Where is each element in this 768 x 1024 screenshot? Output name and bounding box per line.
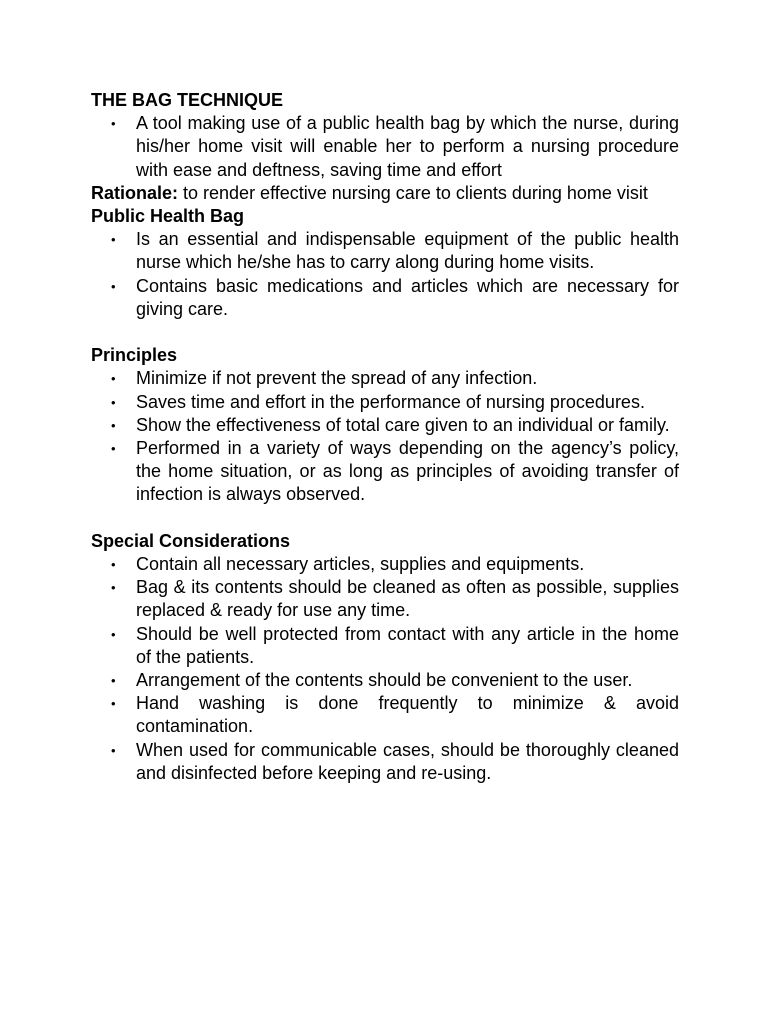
list-item-text: When used for communicable cases, should be thoroughly cleaned and disinfected before keeping and re-using. [136, 739, 679, 783]
list-item [91, 414, 679, 437]
list-item [91, 367, 679, 390]
bag-bullet-list [91, 228, 679, 321]
list-item-text: Hand washing is done frequently to minimize & avoid contamination. [136, 693, 679, 737]
list-item [91, 437, 679, 507]
list-item-text: Saves time and effort in the performance of nursing procedures. [136, 391, 645, 412]
list-item [91, 576, 679, 622]
bullet-icon: • [111, 116, 116, 132]
list-item-text: Minimize if not prevent the spread of any infection. [136, 368, 538, 389]
bullet-icon: • [111, 673, 116, 689]
bullet-icon: • [111, 742, 116, 758]
list-item [91, 228, 679, 274]
bullet-icon: • [111, 626, 116, 642]
list-item-text: A tool making use of a public health bag by which the nurse, during his/her home visit will enable her to perform a nursing procedure with ease and deftness, saving time and effort [136, 113, 679, 180]
bullet-icon: • [111, 580, 116, 596]
document-title: THE BAG TECHNIQUE [91, 90, 284, 110]
bullet-icon: • [111, 232, 116, 248]
list-item-text: Contains basic medications and articles which are necessary for giving care. [136, 275, 679, 319]
list-item-text: Performed in a variety of ways depending on the agency’s policy, the home situation, or as long as principles of avoiding transfer of infection is always observed. [136, 438, 679, 505]
bullet-icon: • [111, 417, 116, 433]
list-item [91, 275, 679, 321]
list-item [91, 112, 679, 182]
bullet-icon: • [111, 371, 116, 387]
list-item-text: Should be well protected from contact with any article in the home of the patients. [136, 623, 679, 667]
principles-bullet-list [91, 367, 679, 506]
bullet-icon: • [111, 696, 116, 712]
list-item [91, 553, 679, 576]
principles-section-heading: Principles [91, 345, 178, 366]
rationale-text: to render effective nursing care to clients during home visit [178, 182, 648, 203]
considerations-bullet-list [91, 553, 679, 785]
section-spacer [91, 507, 679, 530]
rationale-paragraph [91, 182, 679, 205]
considerations-section-heading: Special Considerations [91, 530, 291, 551]
bullet-icon: • [111, 394, 116, 410]
document-page [91, 89, 679, 785]
bullet-icon: • [111, 441, 116, 457]
list-item-text: Contain all necessary articles, supplies and equipments. [136, 554, 585, 575]
list-item-text: Bag & its contents should be cleaned as often as possible, supplies replaced & ready for use any time. [136, 577, 679, 621]
bullet-icon: • [111, 557, 116, 573]
list-item [91, 739, 679, 785]
list-item-text: Arrangement of the contents should be convenient to the user. [136, 670, 633, 691]
intro-bullet-list [91, 112, 679, 182]
list-item [91, 391, 679, 414]
rationale-label: Rationale: [91, 182, 179, 203]
list-item [91, 623, 679, 669]
list-item [91, 669, 679, 692]
list-item [91, 692, 679, 738]
list-item-text: Show the effectiveness of total care given to an individual or family. [136, 414, 670, 435]
section-spacer [91, 321, 679, 344]
bag-section-heading: Public Health Bag [91, 206, 245, 227]
bullet-icon: • [111, 278, 116, 294]
list-item-text: Is an essential and indispensable equipment of the public health nurse which he/she has to carry along during home visits. [136, 229, 679, 273]
